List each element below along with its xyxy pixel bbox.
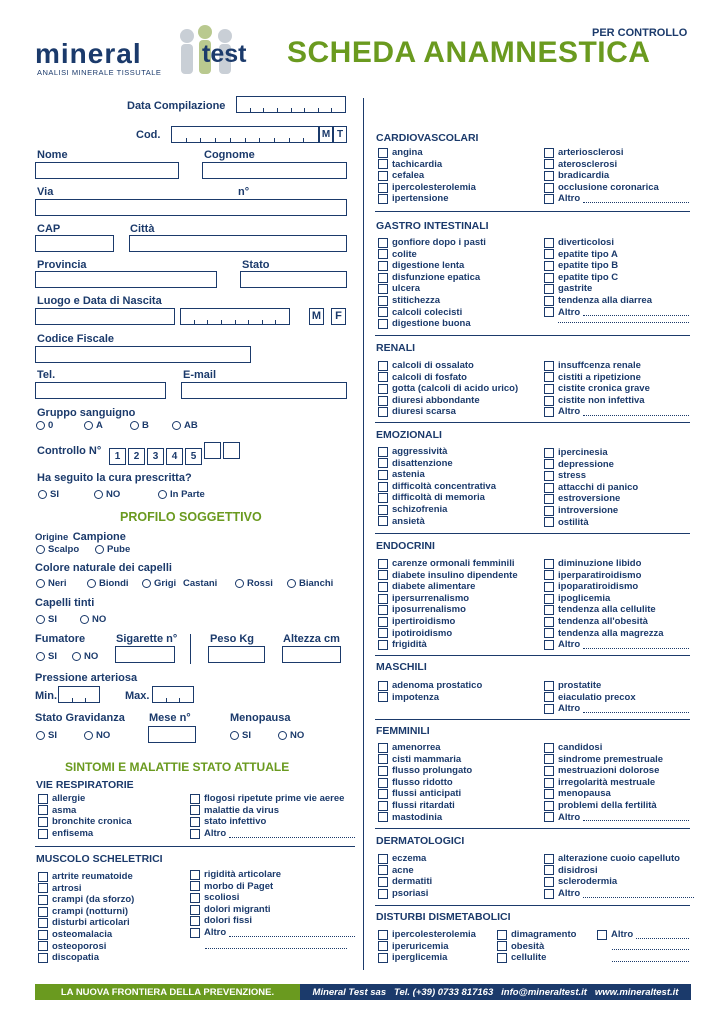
checkbox-item[interactable]: amenorrea bbox=[378, 742, 538, 754]
checkbox-item[interactable]: diverticolosi bbox=[544, 237, 689, 249]
renali-title: RENALI bbox=[376, 342, 416, 354]
divider bbox=[375, 905, 690, 906]
checkbox-item[interactable]: epatite tipo A bbox=[544, 249, 689, 261]
checkbox-item[interactable]: scoliosi bbox=[190, 892, 355, 904]
cura-label: Ha seguito la cura prescritta? bbox=[37, 472, 192, 484]
checkbox-item[interactable]: Altro bbox=[544, 639, 689, 651]
muscolo-title: MUSCOLO SCHELETRICI bbox=[36, 853, 163, 865]
checkbox-item[interactable]: astenia bbox=[378, 469, 538, 481]
checkbox-item[interactable]: dolori migranti bbox=[190, 904, 355, 916]
gruppo-option-ab[interactable]: AB bbox=[172, 420, 198, 431]
checkbox-item[interactable]: stress bbox=[544, 470, 689, 482]
checkbox-item[interactable]: artrosi bbox=[38, 883, 188, 895]
sintomi-heading: SINTOMI E MALATTIE STATO ATTUALE bbox=[65, 760, 290, 774]
checkbox-item[interactable]: Altro bbox=[597, 929, 689, 941]
checkbox-item[interactable]: Altro bbox=[544, 703, 689, 715]
colore-option-castani: Castani bbox=[183, 578, 218, 589]
logo-text-test: test bbox=[202, 40, 247, 68]
checkbox-item[interactable]: disfunzione epatica bbox=[378, 272, 538, 284]
checkbox-item[interactable]: estroversione bbox=[544, 493, 689, 505]
checkbox-item[interactable]: problemi della fertilità bbox=[544, 800, 689, 812]
checkbox-item[interactable]: dermatiti bbox=[378, 876, 538, 888]
checkbox-item[interactable]: gastrite bbox=[544, 283, 689, 295]
checkbox-item[interactable]: iposurrenalismo bbox=[378, 604, 538, 616]
via-label: Via bbox=[37, 186, 54, 198]
footer-contacts: Mineral Test sas Tel. (+39) 0733 817163 info@mineraltest.it www.mineraltest.it bbox=[300, 984, 691, 1000]
tinti-option-si[interactable]: SI bbox=[36, 614, 57, 625]
checkbox-item[interactable]: epatite tipo B bbox=[544, 260, 689, 272]
menopausa-option-no[interactable]: NO bbox=[278, 730, 304, 741]
checkbox-item[interactable]: calcoli di ossalato bbox=[378, 360, 538, 372]
tinti-option-no[interactable]: NO bbox=[80, 614, 106, 625]
checkbox-item[interactable]: ipersurrenalismo bbox=[378, 593, 538, 605]
checkbox-item[interactable]: enfisema bbox=[38, 828, 188, 840]
tel-label: Tel. bbox=[37, 369, 56, 381]
cod-m-box[interactable]: M bbox=[319, 126, 333, 143]
checkbox-item[interactable]: sindrome premestruale bbox=[544, 754, 689, 766]
maschili-col-a bbox=[378, 680, 538, 703]
gruppo-option-b[interactable]: B bbox=[130, 420, 149, 431]
dermato-col-a bbox=[378, 853, 538, 899]
footer-bar bbox=[35, 984, 691, 1000]
citta-field[interactable] bbox=[129, 235, 347, 252]
checkbox-item[interactable]: discopatia bbox=[38, 952, 188, 964]
checkbox-item[interactable]: stato infettivo bbox=[190, 816, 355, 828]
checkbox-item[interactable]: tachicardia bbox=[378, 159, 538, 171]
checkbox-item[interactable]: osteomalacia bbox=[38, 929, 188, 941]
checkbox-item[interactable]: digestione buona bbox=[378, 318, 538, 330]
checkbox-item[interactable]: cistiti a ripetizione bbox=[544, 372, 689, 384]
menopausa-label: Menopausa bbox=[230, 712, 291, 724]
checkbox-item[interactable]: arteriosclerosi bbox=[544, 147, 689, 159]
checkbox-item[interactable]: iperparatiroidismo bbox=[544, 570, 689, 582]
fumatore-option-no[interactable]: NO bbox=[72, 651, 98, 662]
divider bbox=[375, 719, 690, 720]
provincia-label: Provincia bbox=[37, 259, 87, 271]
colore-option-neri[interactable]: Neri bbox=[36, 578, 66, 589]
campione-option-scalpo[interactable]: Scalpo bbox=[36, 544, 79, 555]
checkbox-item[interactable]: aterosclerosi bbox=[544, 159, 689, 171]
checkbox-item[interactable]: ipercinesia bbox=[544, 447, 689, 459]
stato-field[interactable] bbox=[240, 271, 347, 288]
vie-resp-title: VIE RESPIRATORIE bbox=[36, 779, 134, 791]
emozionali-col-b bbox=[544, 447, 689, 528]
checkbox-item[interactable]: diabete insulino dipendente bbox=[378, 570, 538, 582]
checkbox-item[interactable]: ipercolesterolemia bbox=[378, 929, 498, 941]
colore-option-rossi[interactable]: Rossi bbox=[235, 578, 273, 589]
numero-label: n° bbox=[238, 186, 250, 198]
checkbox-item[interactable]: morbo di Paget bbox=[190, 881, 355, 893]
pressione-min-label: Min. bbox=[35, 690, 57, 702]
checkbox-item[interactable]: frigidità bbox=[378, 639, 538, 651]
gravidanza-option-si[interactable]: SI bbox=[36, 730, 57, 741]
checkbox-item[interactable]: carenze ormonali femminili bbox=[378, 558, 538, 570]
muscolo-col-a bbox=[38, 871, 188, 964]
maschili-col-b bbox=[544, 680, 689, 715]
checkbox-item[interactable]: tendenza alla magrezza bbox=[544, 628, 689, 640]
checkbox-item[interactable]: gotta (calcoli di acido urico) bbox=[378, 383, 538, 395]
fumatore-label: Fumatore bbox=[35, 633, 86, 645]
dermato-title: DERMATOLOGICI bbox=[376, 835, 465, 847]
muscolo-extra-line bbox=[205, 948, 347, 949]
checkbox-item[interactable]: cistite non infettiva bbox=[544, 395, 689, 407]
checkbox-item[interactable]: ansietà bbox=[378, 516, 538, 528]
checkbox-item[interactable]: iperuricemia bbox=[378, 941, 498, 953]
gruppo-label: Gruppo sanguigno bbox=[37, 407, 136, 419]
colore-option-bianchi[interactable]: Bianchi bbox=[287, 578, 333, 589]
email-field[interactable] bbox=[181, 382, 347, 399]
checkbox-item[interactable]: diminuzione libido bbox=[544, 558, 689, 570]
endocrini-col-b bbox=[544, 558, 689, 651]
renali-col-a bbox=[378, 360, 538, 418]
cod-field[interactable] bbox=[171, 126, 319, 143]
luogo-field[interactable] bbox=[35, 308, 175, 325]
checkbox-item[interactable]: iperglicemia bbox=[378, 952, 498, 964]
peso-label: Peso Kg bbox=[210, 633, 255, 645]
checkbox-item[interactable]: allergie bbox=[38, 793, 188, 805]
checkbox-item[interactable]: Altro bbox=[544, 406, 689, 418]
cognome-field[interactable] bbox=[202, 162, 347, 179]
checkbox-item[interactable]: flusso prolungato bbox=[378, 765, 538, 777]
checkbox-item[interactable]: cistite cronica grave bbox=[544, 383, 689, 395]
controllo-1[interactable]: 1 bbox=[109, 448, 126, 465]
controllo-6[interactable] bbox=[204, 442, 221, 459]
tinti-label: Capelli tinti bbox=[35, 597, 95, 609]
checkbox-item[interactable]: eczema bbox=[378, 853, 538, 865]
checkbox-item[interactable]: ipertensione bbox=[378, 193, 538, 205]
pressione-max-label: Max. bbox=[125, 690, 150, 702]
checkbox-item[interactable]: ipoglicemia bbox=[544, 593, 689, 605]
dermato-col-b bbox=[544, 853, 694, 899]
sigarette-label: Sigarette n° bbox=[116, 633, 178, 645]
checkbox-item[interactable]: crampi (notturni) bbox=[38, 906, 188, 918]
checkbox-item[interactable]: digestione lenta bbox=[378, 260, 538, 272]
checkbox-item[interactable]: cefalea bbox=[378, 170, 538, 182]
checkbox-item[interactable]: Altro bbox=[544, 307, 689, 319]
colore-option-biondi[interactable]: Biondi bbox=[87, 578, 129, 589]
nome-field[interactable] bbox=[35, 162, 179, 179]
checkbox-item[interactable]: difficoltà concentrativa bbox=[378, 481, 538, 493]
altezza-field[interactable] bbox=[282, 646, 341, 663]
checkbox-item[interactable]: rigidità articolare bbox=[190, 869, 355, 881]
gastro-col-a bbox=[378, 237, 538, 330]
email-label: E-mail bbox=[183, 369, 217, 381]
checkbox-item[interactable]: tendenza all'obesità bbox=[544, 616, 689, 628]
checkbox-item[interactable]: impotenza bbox=[378, 692, 538, 704]
checkbox-item[interactable]: bradicardia bbox=[544, 170, 689, 182]
luogo-data-label: Luogo e Data di Nascita bbox=[37, 295, 162, 307]
fumatore-option-si[interactable]: SI bbox=[36, 651, 57, 662]
cura-option-no[interactable]: NO bbox=[94, 489, 120, 500]
checkbox-item[interactable]: Altro bbox=[544, 812, 689, 824]
page-title: SCHEDA ANAMNESTICA bbox=[287, 36, 651, 69]
vie-resp-col-b bbox=[190, 793, 355, 839]
cognome-label: Cognome bbox=[204, 149, 255, 161]
checkbox-item[interactable]: bronchite cronica bbox=[38, 816, 188, 828]
muscolo-col-b bbox=[190, 869, 355, 939]
checkbox-item[interactable]: angina bbox=[378, 147, 538, 159]
endocrini-title: ENDOCRINI bbox=[376, 540, 435, 552]
codice-fiscale-field[interactable] bbox=[35, 346, 251, 363]
checkbox-item[interactable]: introversione bbox=[544, 505, 689, 517]
divider bbox=[375, 422, 690, 423]
checkbox-item[interactable]: candidosi bbox=[544, 742, 689, 754]
gravidanza-label: Stato Gravidanza bbox=[35, 712, 125, 724]
controllo-boxes bbox=[109, 442, 242, 465]
dismetab-extra-line-1 bbox=[612, 949, 689, 950]
cod-t-box[interactable]: T bbox=[333, 126, 347, 143]
controllo-2[interactable]: 2 bbox=[128, 448, 145, 465]
via-field[interactable] bbox=[35, 199, 347, 216]
controllo-5[interactable]: 5 bbox=[185, 448, 202, 465]
codice-fiscale-label: Codice Fiscale bbox=[37, 333, 115, 345]
logo-text-mineral: mineral bbox=[35, 38, 142, 69]
checkbox-item[interactable]: flusso ridotto bbox=[378, 777, 538, 789]
cura-option-parte[interactable]: In Parte bbox=[158, 489, 205, 500]
data-nascita-field[interactable] bbox=[180, 308, 290, 325]
peso-field[interactable] bbox=[208, 646, 265, 663]
checkbox-item[interactable]: crampi (da sforzo) bbox=[38, 894, 188, 906]
emozionali-col-a bbox=[378, 446, 538, 527]
column-divider bbox=[363, 98, 364, 970]
pressione-min-field[interactable] bbox=[58, 686, 100, 703]
checkbox-item[interactable]: schizofrenia bbox=[378, 504, 538, 516]
mese-label: Mese n° bbox=[149, 712, 191, 724]
footer-slogan: LA NUOVA FRONTIERA DELLA PREVENZIONE. bbox=[35, 984, 300, 1000]
sigarette-field[interactable] bbox=[115, 646, 175, 663]
checkbox-item[interactable]: depressione bbox=[544, 459, 689, 471]
dismetab-extra-line-2 bbox=[612, 961, 689, 962]
gruppo-option-a[interactable]: A bbox=[84, 420, 103, 431]
checkbox-item[interactable]: disattenzione bbox=[378, 458, 538, 470]
divider bbox=[35, 846, 355, 847]
cod-label: Cod. bbox=[136, 129, 161, 141]
gastro-col-b bbox=[544, 237, 689, 318]
campione-option-pube[interactable]: Pube bbox=[95, 544, 130, 555]
checkbox-item[interactable]: menopausa bbox=[544, 788, 689, 800]
checkbox-item[interactable]: insuffcenza renale bbox=[544, 360, 689, 372]
sex-f-box[interactable]: F bbox=[331, 308, 346, 325]
divider bbox=[375, 655, 690, 656]
checkbox-item[interactable]: malattie da virus bbox=[190, 805, 355, 817]
checkbox-item[interactable]: irregolarità mestruale bbox=[544, 777, 689, 789]
dismetab-title: DISTURBI DISMETABOLICI bbox=[376, 911, 511, 923]
femminili-title: FEMMINILI bbox=[376, 725, 430, 737]
cardio-title: CARDIOVASCOLARI bbox=[376, 132, 479, 144]
checkbox-item[interactable]: diuresi scarsa bbox=[378, 406, 538, 418]
altezza-label: Altezza cm bbox=[283, 633, 340, 645]
provincia-field[interactable] bbox=[35, 271, 217, 288]
femminili-col-a bbox=[378, 742, 538, 823]
nome-label: Nome bbox=[37, 149, 68, 161]
controllo-4[interactable]: 4 bbox=[166, 448, 183, 465]
gruppo-option-0[interactable]: 0 bbox=[36, 420, 53, 431]
colore-option-grigi[interactable]: Grigi bbox=[142, 578, 176, 589]
checkbox-item[interactable]: adenoma prostatico bbox=[378, 680, 538, 692]
endocrini-col-a bbox=[378, 558, 538, 651]
data-compilazione-field[interactable] bbox=[236, 96, 346, 113]
tel-field[interactable] bbox=[35, 382, 166, 399]
citta-label: Città bbox=[130, 223, 155, 235]
checkbox-item[interactable]: ostilità bbox=[544, 517, 689, 529]
controllo-label: Controllo N° bbox=[37, 445, 102, 457]
checkbox-item[interactable]: dolori fissi bbox=[190, 915, 355, 927]
checkbox-item[interactable]: cellulite bbox=[497, 952, 597, 964]
checkbox-item[interactable]: flogosi ripetute prime vie aeree bbox=[190, 793, 355, 805]
per-controllo: PER CONTROLLO bbox=[592, 27, 688, 39]
checkbox-item[interactable]: acne bbox=[378, 865, 538, 877]
checkbox-item[interactable]: diabete alimentare bbox=[378, 581, 538, 593]
checkbox-item[interactable]: tendenza alla diarrea bbox=[544, 295, 689, 307]
checkbox-item[interactable]: difficoltà di memoria bbox=[378, 492, 538, 504]
divider bbox=[375, 335, 690, 336]
fumatore-divider bbox=[190, 634, 191, 664]
pressione-max-field[interactable] bbox=[152, 686, 194, 703]
checkbox-item[interactable]: attacchi di panico bbox=[544, 482, 689, 494]
checkbox-item[interactable]: ipertiroidismo bbox=[378, 616, 538, 628]
checkbox-item[interactable]: cisti mammaria bbox=[378, 754, 538, 766]
checkbox-item[interactable]: mestruazioni dolorose bbox=[544, 765, 689, 777]
checkbox-item[interactable]: calcoli di fosfato bbox=[378, 372, 538, 384]
vie-resp-col-a bbox=[38, 793, 188, 839]
checkbox-item[interactable]: dimagramento bbox=[497, 929, 597, 941]
pressione-label: Pressione arteriosa bbox=[35, 672, 138, 684]
profilo-heading: PROFILO SOGGETTIVO bbox=[120, 510, 262, 524]
checkbox-item[interactable]: occlusione coronarica bbox=[544, 182, 689, 194]
checkbox-item[interactable]: ipotiroidismo bbox=[378, 628, 538, 640]
mese-field[interactable] bbox=[148, 726, 196, 743]
femminili-col-b bbox=[544, 742, 689, 823]
menopausa-option-si[interactable]: SI bbox=[230, 730, 251, 741]
checkbox-item[interactable]: Altro bbox=[190, 927, 355, 939]
checkbox-item[interactable]: prostatite bbox=[544, 680, 689, 692]
checkbox-item[interactable]: obesità bbox=[497, 941, 597, 953]
checkbox-item[interactable]: Altro bbox=[544, 193, 689, 205]
checkbox-item[interactable]: psoriasi bbox=[378, 888, 538, 900]
cardio-col-a bbox=[378, 147, 538, 205]
checkbox-item[interactable]: colite bbox=[378, 249, 538, 261]
checkbox-item[interactable]: sclerodermia bbox=[544, 876, 694, 888]
checkbox-item[interactable]: gonfiore dopo i pasti bbox=[378, 237, 538, 249]
checkbox-item[interactable]: asma bbox=[38, 805, 188, 817]
divider bbox=[375, 828, 690, 829]
stato-label: Stato bbox=[242, 259, 270, 271]
cap-field[interactable] bbox=[35, 235, 114, 252]
logo-subtitle: ANALISI MINERALE TISSUTALE bbox=[37, 68, 162, 77]
checkbox-item[interactable]: Altro bbox=[190, 828, 355, 840]
divider bbox=[375, 533, 690, 534]
checkbox-item[interactable]: ipoparatiroidismo bbox=[544, 581, 689, 593]
checkbox-item[interactable]: aggressività bbox=[378, 446, 538, 458]
dismetab-col-b bbox=[497, 929, 597, 964]
controllo-7[interactable] bbox=[223, 442, 240, 459]
renali-col-b bbox=[544, 360, 689, 418]
checkbox-item[interactable]: tendenza alla cellulite bbox=[544, 604, 689, 616]
cardio-col-b bbox=[544, 147, 689, 205]
checkbox-item[interactable]: artrite reumatoide bbox=[38, 871, 188, 883]
dismetab-col-a bbox=[378, 929, 498, 964]
checkbox-item[interactable]: Altro bbox=[544, 888, 694, 900]
checkbox-item[interactable]: mastodinia bbox=[378, 812, 538, 824]
dismetab-col-c bbox=[597, 929, 689, 941]
controllo-3[interactable]: 3 bbox=[147, 448, 164, 465]
data-compilazione-label: Data Compilazione bbox=[127, 100, 226, 112]
checkbox-item[interactable]: calcoli colecisti bbox=[378, 307, 538, 319]
gastro-extra-line bbox=[558, 322, 689, 323]
checkbox-item[interactable]: ulcera bbox=[378, 283, 538, 295]
cap-label: CAP bbox=[37, 223, 61, 235]
checkbox-item[interactable]: ipercolesterolemia bbox=[378, 182, 538, 194]
sex-m-box[interactable]: M bbox=[309, 308, 324, 325]
cura-option-si[interactable]: SI bbox=[38, 489, 59, 500]
checkbox-item[interactable]: flussi anticipati bbox=[378, 788, 538, 800]
emozionali-title: EMOZIONALI bbox=[376, 429, 442, 441]
checkbox-item[interactable]: stitichezza bbox=[378, 295, 538, 307]
checkbox-item[interactable]: epatite tipo C bbox=[544, 272, 689, 284]
checkbox-item[interactable]: disturbi articolari bbox=[38, 917, 188, 929]
checkbox-item[interactable]: alterazione cuoio capelluto bbox=[544, 853, 694, 865]
origine-campione: Origine Campione bbox=[35, 531, 126, 543]
gravidanza-option-no[interactable]: NO bbox=[84, 730, 110, 741]
checkbox-item[interactable]: diuresi abbondante bbox=[378, 395, 538, 407]
checkbox-item[interactable]: osteoporosi bbox=[38, 941, 188, 953]
checkbox-item[interactable]: disidrosi bbox=[544, 865, 694, 877]
divider bbox=[375, 211, 690, 212]
checkbox-item[interactable]: flussi ritardati bbox=[378, 800, 538, 812]
colore-label: Colore naturale dei capelli bbox=[35, 562, 172, 574]
maschili-title: MASCHILI bbox=[376, 661, 427, 673]
checkbox-item[interactable]: eiaculatio precox bbox=[544, 692, 689, 704]
gastro-title: GASTRO INTESTINALI bbox=[376, 220, 489, 232]
